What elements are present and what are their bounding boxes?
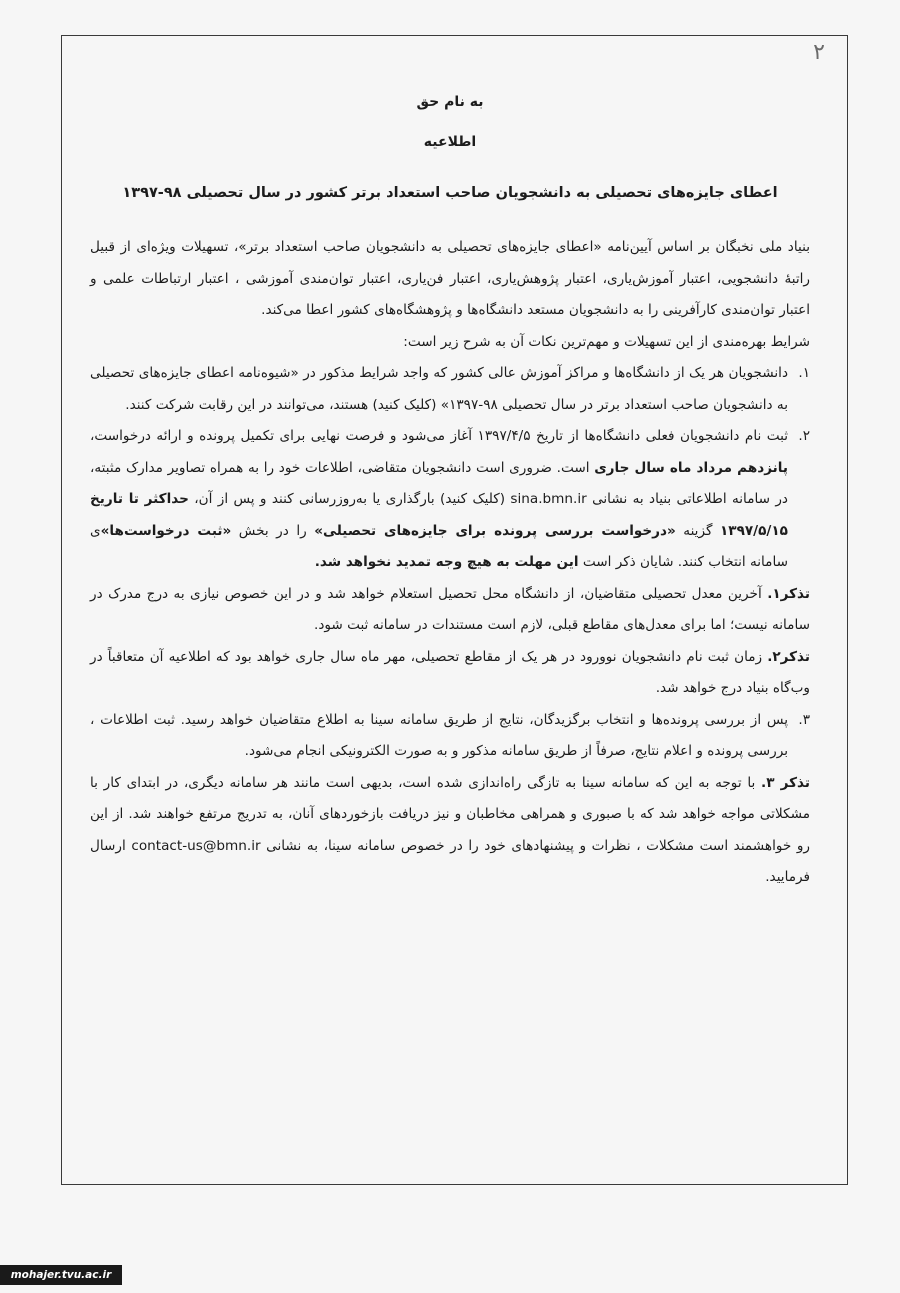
note-3 — [90, 768, 810, 894]
final-date-bold: حداکثر تا تاریخ ۱۳۹۷/۵/۱۵ — [90, 491, 788, 539]
list-item-3 — [90, 705, 810, 768]
page-number-mark: ۲ — [813, 40, 825, 65]
text-run: را در بخش — [231, 522, 315, 539]
no-extension-bold: این مهلت به هیچ وجه تمدید نخواهد شد. — [314, 554, 579, 570]
note-text: زمان ثبت نام دانشجویان نوورود در هر یک از مقاطع تحصیلی، مهر ماه سال جاری خواهد بود که اطلاعیه آن متعاقباً در وب‌گاه بنیاد درج خواهد شد. — [90, 648, 810, 696]
note-text: آخرین معدل تحصیلی متقاضیان، از دانشگاه محل تحصیل استعلام خواهد شد و در این خصوص نیازی به درج مدرک در سامانه نیست؛ اما برای معدل‌های مقاطع قبلی، لازم است مستندات در سامانه ثبت شود. — [90, 585, 810, 633]
heading-bismillah: به نام حق — [416, 94, 484, 110]
text-run: ثبت نام دانشجویان فعلی دانشگاه‌ها از تاریخ ۱۳۹۷/۴/۵ آغاز می‌شود و فرصت نهایی برای تکمیل پرونده و ارائه درخواست، — [90, 428, 788, 444]
contact-email-link[interactable]: contact-us@bmn.ir — [131, 837, 261, 854]
list-number: ۲. — [798, 428, 810, 444]
conditions-lead: شرایط بهره‌مندی از این تسهیلات و مهم‌ترین نکات آن به شرح زیر است: — [403, 333, 810, 350]
note-2 — [90, 642, 810, 705]
note-tail: ارسال فرمایید. — [90, 837, 810, 885]
site-watermark-badge: mohajer.tvu.ac.ir — [0, 1265, 122, 1285]
note-label: تذکر ۳. — [761, 774, 810, 791]
section-name-bold: «ثبت درخواست‌ها» — [100, 522, 232, 539]
heading-announcement: اطلاعیه — [423, 134, 477, 150]
deadline-bold: پانزدهم مرداد ماه سال جاری — [594, 459, 788, 476]
text-run: است. ضروری است دانشجویان متقاضی، اطلاعات خود را به همراه تصاویر مدارک مثبته، در سامانه اطلاعاتی بنیاد به نشانی — [90, 459, 788, 507]
text-run: گزینه — [675, 522, 720, 539]
sina-link[interactable]: sina.bmn.ir — [510, 491, 587, 507]
option-name-bold: «درخواست بررسی پرونده برای جایزه‌های تحصیلی» — [314, 522, 676, 539]
note-label: تذکر۱. — [767, 585, 810, 602]
list-text — [90, 421, 788, 579]
list-text: دانشجویان هر یک از دانشگاه‌ها و مراکز آموزش عالی کشور که واجد شرایط مذکور در «شیوه‌نامه اعطای جایزه‌های تحصیلی به دانشجویان صاحب استعداد برتر در سال تحصیلی ۹۸-۱۳۹۷» (کلیک کنید) هستند، می‌توانند در این رقابت شرکت کنند. — [90, 365, 788, 413]
list-number: ۳. — [798, 711, 810, 728]
list-number: ۱. — [798, 365, 810, 381]
list-text: پس از بررسی پرونده‌ها و انتخاب برگزیدگان، نتایج از طریق سامانه سینا به اطلاع متقاضیان خواهد رسید. ثبت اطلاعات ، بررسی پرونده و اعلام نتایج، صرفاً از طریق سامانه مذکور و به صورت الکترونیکی انجام می‌شود. — [90, 711, 788, 759]
list-item-2 — [90, 421, 810, 579]
note-1 — [90, 579, 810, 642]
note-label: تذکر۲. — [767, 648, 810, 665]
note-text: با توجه به این که سامانه سینا به تازگی راه‌اندازی شده است، بدیهی است مانند هر سامانه دیگری، در ابتدای کار با مشکلاتی مواجه خواهد شد که با صبوری و همراهی مخاطبان و نیز دریافت بازخوردهای آنان، به تدریج مرتفع خواهند شد. از این رو خواهشمند است مشکلات ، نظرات و پیشنهادهای خود را در خصوص سامانه سینا، به نشانی — [90, 774, 810, 854]
announcement-document — [90, 92, 810, 894]
text-run: (کلیک کنید) بارگذاری یا به‌روزرسانی کنند و پس از آن، — [188, 491, 511, 507]
main-title: اعطای جایزه‌های تحصیلی به دانشجویان صاحب استعداد برتر کشور در سال تحصیلی ۹۸-۱۳۹۷ — [122, 185, 778, 201]
text-run: ی سامانه انتخاب کنند. شایان ذکر است — [90, 522, 788, 570]
list-item-1 — [90, 358, 810, 421]
intro-paragraph: بنیاد ملی نخبگان بر اساس آیین‌نامه «اعطای جایزه‌های تحصیلی به دانشجویان صاحب استعداد برتر»، تسهیلات ویژه‌ای از قبیل راتبهٔ دانشجویی، اعتبار آموزش‌یاری، اعتبار پژوهش‌یاری، اعتبار فن‌یاری، اعتبار توان‌مندی آموزشی ، اعتبار ارتباطات علمی و اعتبار توان‌مندی کارآفرینی را به دانشجویان مستعد دانشگاه‌ها و پژوهشگاه‌های کشور اعطا می‌کند. — [90, 239, 810, 318]
